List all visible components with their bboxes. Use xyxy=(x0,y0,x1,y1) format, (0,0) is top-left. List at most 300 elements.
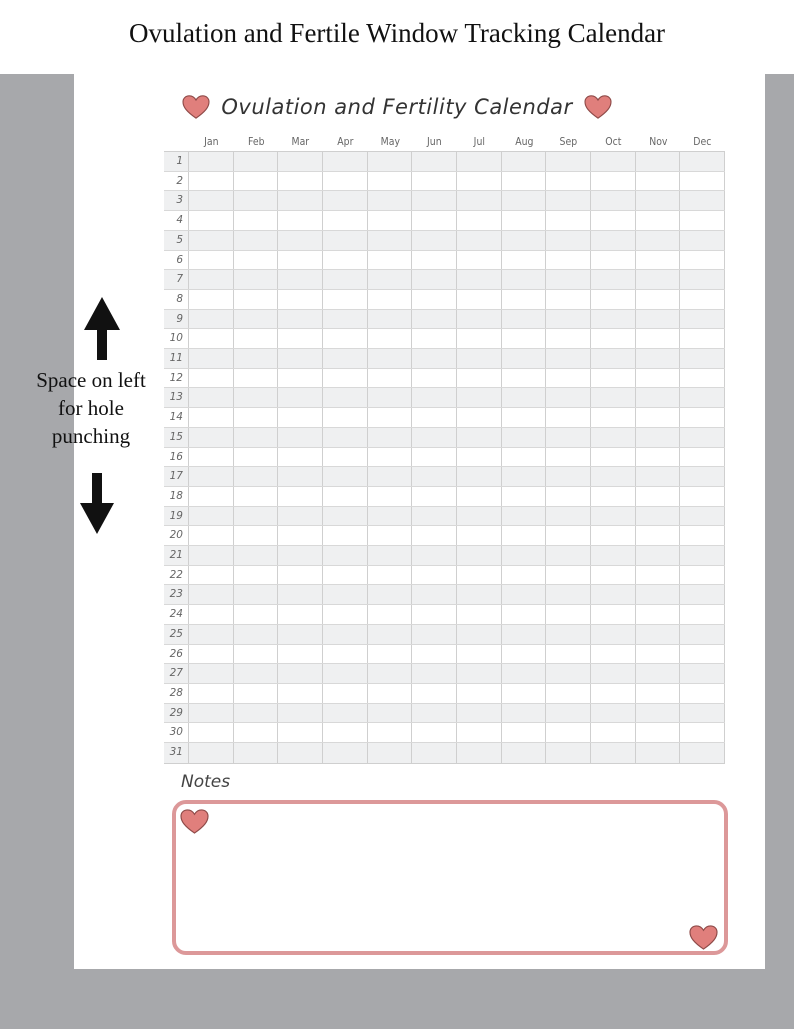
day-cell-apr[interactable] xyxy=(323,605,368,624)
day-cell-dec[interactable] xyxy=(680,664,725,683)
day-cell-mar[interactable] xyxy=(278,546,323,565)
day-cell-jul[interactable] xyxy=(457,408,502,427)
day-cell-dec[interactable] xyxy=(680,231,725,250)
day-cell-nov[interactable] xyxy=(636,546,681,565)
day-cell-aug[interactable] xyxy=(502,251,547,270)
day-cell-feb[interactable] xyxy=(234,645,279,664)
day-cell-dec[interactable] xyxy=(680,546,725,565)
day-cell-dec[interactable] xyxy=(680,270,725,289)
day-cell-feb[interactable] xyxy=(234,270,279,289)
day-cell-oct[interactable] xyxy=(591,310,636,329)
day-cell-nov[interactable] xyxy=(636,270,681,289)
day-cell-jul[interactable] xyxy=(457,310,502,329)
day-cell-jun[interactable] xyxy=(412,684,457,703)
day-cell-aug[interactable] xyxy=(502,743,547,763)
day-cell-oct[interactable] xyxy=(591,723,636,742)
day-cell-nov[interactable] xyxy=(636,645,681,664)
day-cell-nov[interactable] xyxy=(636,211,681,230)
day-cell-sep[interactable] xyxy=(546,231,591,250)
day-cell-sep[interactable] xyxy=(546,349,591,368)
day-cell-feb[interactable] xyxy=(234,369,279,388)
day-cell-aug[interactable] xyxy=(502,704,547,723)
day-cell-may[interactable] xyxy=(368,605,413,624)
day-cell-dec[interactable] xyxy=(680,329,725,348)
day-cell-mar[interactable] xyxy=(278,329,323,348)
day-cell-feb[interactable] xyxy=(234,251,279,270)
day-cell-jun[interactable] xyxy=(412,270,457,289)
day-cell-feb[interactable] xyxy=(234,290,279,309)
day-cell-oct[interactable] xyxy=(591,329,636,348)
day-cell-oct[interactable] xyxy=(591,251,636,270)
day-cell-mar[interactable] xyxy=(278,507,323,526)
day-cell-dec[interactable] xyxy=(680,605,725,624)
day-cell-jan[interactable] xyxy=(189,723,234,742)
day-cell-sep[interactable] xyxy=(546,270,591,289)
day-cell-jul[interactable] xyxy=(457,290,502,309)
day-cell-mar[interactable] xyxy=(278,448,323,467)
day-cell-dec[interactable] xyxy=(680,467,725,486)
day-cell-sep[interactable] xyxy=(546,605,591,624)
day-cell-jun[interactable] xyxy=(412,507,457,526)
day-cell-may[interactable] xyxy=(368,388,413,407)
day-cell-sep[interactable] xyxy=(546,191,591,210)
day-cell-aug[interactable] xyxy=(502,388,547,407)
day-cell-jun[interactable] xyxy=(412,625,457,644)
day-cell-sep[interactable] xyxy=(546,251,591,270)
day-cell-jan[interactable] xyxy=(189,487,234,506)
day-cell-feb[interactable] xyxy=(234,231,279,250)
day-cell-sep[interactable] xyxy=(546,645,591,664)
day-cell-jun[interactable] xyxy=(412,329,457,348)
day-cell-may[interactable] xyxy=(368,211,413,230)
day-cell-nov[interactable] xyxy=(636,664,681,683)
day-cell-jan[interactable] xyxy=(189,290,234,309)
day-cell-feb[interactable] xyxy=(234,487,279,506)
day-cell-jan[interactable] xyxy=(189,388,234,407)
day-cell-apr[interactable] xyxy=(323,585,368,604)
day-cell-mar[interactable] xyxy=(278,231,323,250)
day-cell-dec[interactable] xyxy=(680,625,725,644)
day-cell-apr[interactable] xyxy=(323,388,368,407)
day-cell-jul[interactable] xyxy=(457,664,502,683)
day-cell-jul[interactable] xyxy=(457,487,502,506)
day-cell-sep[interactable] xyxy=(546,211,591,230)
day-cell-apr[interactable] xyxy=(323,467,368,486)
day-cell-apr[interactable] xyxy=(323,270,368,289)
day-cell-jan[interactable] xyxy=(189,172,234,191)
day-cell-apr[interactable] xyxy=(323,428,368,447)
day-cell-oct[interactable] xyxy=(591,704,636,723)
day-cell-aug[interactable] xyxy=(502,664,547,683)
day-cell-aug[interactable] xyxy=(502,231,547,250)
day-cell-dec[interactable] xyxy=(680,704,725,723)
day-cell-feb[interactable] xyxy=(234,625,279,644)
day-cell-jun[interactable] xyxy=(412,448,457,467)
day-cell-mar[interactable] xyxy=(278,211,323,230)
day-cell-mar[interactable] xyxy=(278,152,323,171)
day-cell-mar[interactable] xyxy=(278,664,323,683)
day-cell-nov[interactable] xyxy=(636,743,681,763)
day-cell-jan[interactable] xyxy=(189,251,234,270)
day-cell-nov[interactable] xyxy=(636,448,681,467)
day-cell-jul[interactable] xyxy=(457,625,502,644)
day-cell-apr[interactable] xyxy=(323,743,368,763)
day-cell-feb[interactable] xyxy=(234,329,279,348)
day-cell-mar[interactable] xyxy=(278,428,323,447)
day-cell-jun[interactable] xyxy=(412,566,457,585)
day-cell-apr[interactable] xyxy=(323,251,368,270)
day-cell-jan[interactable] xyxy=(189,507,234,526)
day-cell-dec[interactable] xyxy=(680,507,725,526)
day-cell-jan[interactable] xyxy=(189,467,234,486)
day-cell-apr[interactable] xyxy=(323,408,368,427)
day-cell-may[interactable] xyxy=(368,349,413,368)
day-cell-mar[interactable] xyxy=(278,743,323,763)
day-cell-jan[interactable] xyxy=(189,270,234,289)
day-cell-feb[interactable] xyxy=(234,349,279,368)
day-cell-jan[interactable] xyxy=(189,329,234,348)
day-cell-oct[interactable] xyxy=(591,605,636,624)
day-cell-jul[interactable] xyxy=(457,566,502,585)
day-cell-nov[interactable] xyxy=(636,507,681,526)
day-cell-feb[interactable] xyxy=(234,526,279,545)
day-cell-sep[interactable] xyxy=(546,566,591,585)
day-cell-nov[interactable] xyxy=(636,723,681,742)
day-cell-jun[interactable] xyxy=(412,585,457,604)
day-cell-mar[interactable] xyxy=(278,251,323,270)
day-cell-feb[interactable] xyxy=(234,664,279,683)
day-cell-apr[interactable] xyxy=(323,625,368,644)
day-cell-may[interactable] xyxy=(368,704,413,723)
day-cell-nov[interactable] xyxy=(636,349,681,368)
day-cell-jul[interactable] xyxy=(457,270,502,289)
day-cell-apr[interactable] xyxy=(323,231,368,250)
day-cell-oct[interactable] xyxy=(591,172,636,191)
day-cell-jul[interactable] xyxy=(457,152,502,171)
day-cell-jan[interactable] xyxy=(189,448,234,467)
day-cell-nov[interactable] xyxy=(636,467,681,486)
day-cell-feb[interactable] xyxy=(234,211,279,230)
day-cell-dec[interactable] xyxy=(680,211,725,230)
day-cell-nov[interactable] xyxy=(636,388,681,407)
day-cell-aug[interactable] xyxy=(502,467,547,486)
day-cell-may[interactable] xyxy=(368,369,413,388)
day-cell-apr[interactable] xyxy=(323,684,368,703)
day-cell-jun[interactable] xyxy=(412,704,457,723)
day-cell-dec[interactable] xyxy=(680,251,725,270)
day-cell-dec[interactable] xyxy=(680,723,725,742)
day-cell-may[interactable] xyxy=(368,290,413,309)
day-cell-nov[interactable] xyxy=(636,487,681,506)
day-cell-jul[interactable] xyxy=(457,723,502,742)
day-cell-nov[interactable] xyxy=(636,408,681,427)
day-cell-sep[interactable] xyxy=(546,369,591,388)
day-cell-jul[interactable] xyxy=(457,231,502,250)
day-cell-jun[interactable] xyxy=(412,428,457,447)
day-cell-dec[interactable] xyxy=(680,310,725,329)
day-cell-aug[interactable] xyxy=(502,448,547,467)
day-cell-mar[interactable] xyxy=(278,408,323,427)
day-cell-aug[interactable] xyxy=(502,723,547,742)
day-cell-sep[interactable] xyxy=(546,585,591,604)
day-cell-jan[interactable] xyxy=(189,664,234,683)
day-cell-jul[interactable] xyxy=(457,369,502,388)
day-cell-may[interactable] xyxy=(368,448,413,467)
day-cell-nov[interactable] xyxy=(636,704,681,723)
day-cell-aug[interactable] xyxy=(502,349,547,368)
day-cell-aug[interactable] xyxy=(502,507,547,526)
day-cell-mar[interactable] xyxy=(278,388,323,407)
day-cell-may[interactable] xyxy=(368,467,413,486)
day-cell-jul[interactable] xyxy=(457,428,502,447)
day-cell-aug[interactable] xyxy=(502,270,547,289)
day-cell-oct[interactable] xyxy=(591,369,636,388)
day-cell-mar[interactable] xyxy=(278,172,323,191)
day-cell-nov[interactable] xyxy=(636,428,681,447)
day-cell-oct[interactable] xyxy=(591,270,636,289)
day-cell-aug[interactable] xyxy=(502,684,547,703)
day-cell-oct[interactable] xyxy=(591,152,636,171)
day-cell-sep[interactable] xyxy=(546,507,591,526)
day-cell-feb[interactable] xyxy=(234,310,279,329)
day-cell-jul[interactable] xyxy=(457,526,502,545)
day-cell-may[interactable] xyxy=(368,251,413,270)
day-cell-jan[interactable] xyxy=(189,408,234,427)
day-cell-dec[interactable] xyxy=(680,487,725,506)
day-cell-oct[interactable] xyxy=(591,448,636,467)
day-cell-apr[interactable] xyxy=(323,448,368,467)
day-cell-jul[interactable] xyxy=(457,704,502,723)
day-cell-apr[interactable] xyxy=(323,723,368,742)
day-cell-jun[interactable] xyxy=(412,310,457,329)
day-cell-nov[interactable] xyxy=(636,329,681,348)
day-cell-sep[interactable] xyxy=(546,487,591,506)
day-cell-jun[interactable] xyxy=(412,211,457,230)
day-cell-may[interactable] xyxy=(368,684,413,703)
day-cell-aug[interactable] xyxy=(502,211,547,230)
day-cell-oct[interactable] xyxy=(591,467,636,486)
day-cell-aug[interactable] xyxy=(502,329,547,348)
day-cell-mar[interactable] xyxy=(278,526,323,545)
day-cell-jul[interactable] xyxy=(457,585,502,604)
day-cell-feb[interactable] xyxy=(234,408,279,427)
day-cell-sep[interactable] xyxy=(546,329,591,348)
day-cell-aug[interactable] xyxy=(502,310,547,329)
day-cell-may[interactable] xyxy=(368,526,413,545)
day-cell-dec[interactable] xyxy=(680,172,725,191)
day-cell-apr[interactable] xyxy=(323,487,368,506)
day-cell-feb[interactable] xyxy=(234,585,279,604)
day-cell-jan[interactable] xyxy=(189,743,234,763)
day-cell-feb[interactable] xyxy=(234,546,279,565)
day-cell-oct[interactable] xyxy=(591,743,636,763)
day-cell-aug[interactable] xyxy=(502,172,547,191)
day-cell-sep[interactable] xyxy=(546,290,591,309)
day-cell-dec[interactable] xyxy=(680,349,725,368)
day-cell-may[interactable] xyxy=(368,191,413,210)
day-cell-jul[interactable] xyxy=(457,251,502,270)
day-cell-sep[interactable] xyxy=(546,625,591,644)
day-cell-mar[interactable] xyxy=(278,487,323,506)
day-cell-apr[interactable] xyxy=(323,526,368,545)
day-cell-feb[interactable] xyxy=(234,507,279,526)
day-cell-aug[interactable] xyxy=(502,526,547,545)
day-cell-aug[interactable] xyxy=(502,408,547,427)
day-cell-dec[interactable] xyxy=(680,191,725,210)
day-cell-may[interactable] xyxy=(368,487,413,506)
day-cell-mar[interactable] xyxy=(278,625,323,644)
day-cell-jul[interactable] xyxy=(457,349,502,368)
day-cell-aug[interactable] xyxy=(502,152,547,171)
day-cell-jul[interactable] xyxy=(457,191,502,210)
day-cell-jan[interactable] xyxy=(189,605,234,624)
day-cell-jan[interactable] xyxy=(189,546,234,565)
day-cell-apr[interactable] xyxy=(323,152,368,171)
day-cell-feb[interactable] xyxy=(234,684,279,703)
day-cell-jun[interactable] xyxy=(412,172,457,191)
day-cell-jun[interactable] xyxy=(412,191,457,210)
day-cell-sep[interactable] xyxy=(546,408,591,427)
notes-box[interactable] xyxy=(172,800,728,955)
day-cell-mar[interactable] xyxy=(278,349,323,368)
day-cell-apr[interactable] xyxy=(323,369,368,388)
day-cell-nov[interactable] xyxy=(636,369,681,388)
day-cell-jun[interactable] xyxy=(412,546,457,565)
day-cell-dec[interactable] xyxy=(680,290,725,309)
day-cell-nov[interactable] xyxy=(636,172,681,191)
day-cell-sep[interactable] xyxy=(546,546,591,565)
day-cell-jun[interactable] xyxy=(412,664,457,683)
day-cell-sep[interactable] xyxy=(546,467,591,486)
day-cell-dec[interactable] xyxy=(680,152,725,171)
day-cell-jul[interactable] xyxy=(457,467,502,486)
day-cell-mar[interactable] xyxy=(278,191,323,210)
day-cell-may[interactable] xyxy=(368,625,413,644)
day-cell-apr[interactable] xyxy=(323,566,368,585)
day-cell-feb[interactable] xyxy=(234,448,279,467)
day-cell-oct[interactable] xyxy=(591,349,636,368)
day-cell-jun[interactable] xyxy=(412,231,457,250)
day-cell-oct[interactable] xyxy=(591,625,636,644)
day-cell-oct[interactable] xyxy=(591,664,636,683)
day-cell-mar[interactable] xyxy=(278,310,323,329)
day-cell-mar[interactable] xyxy=(278,585,323,604)
day-cell-may[interactable] xyxy=(368,507,413,526)
day-cell-jan[interactable] xyxy=(189,349,234,368)
day-cell-apr[interactable] xyxy=(323,507,368,526)
day-cell-oct[interactable] xyxy=(591,645,636,664)
day-cell-sep[interactable] xyxy=(546,310,591,329)
day-cell-oct[interactable] xyxy=(591,585,636,604)
day-cell-jul[interactable] xyxy=(457,684,502,703)
day-cell-feb[interactable] xyxy=(234,191,279,210)
day-cell-aug[interactable] xyxy=(502,369,547,388)
day-cell-may[interactable] xyxy=(368,743,413,763)
day-cell-may[interactable] xyxy=(368,664,413,683)
day-cell-jan[interactable] xyxy=(189,310,234,329)
day-cell-sep[interactable] xyxy=(546,664,591,683)
day-cell-feb[interactable] xyxy=(234,388,279,407)
day-cell-sep[interactable] xyxy=(546,704,591,723)
day-cell-jun[interactable] xyxy=(412,152,457,171)
day-cell-jul[interactable] xyxy=(457,605,502,624)
day-cell-apr[interactable] xyxy=(323,172,368,191)
day-cell-feb[interactable] xyxy=(234,172,279,191)
day-cell-apr[interactable] xyxy=(323,645,368,664)
day-cell-aug[interactable] xyxy=(502,546,547,565)
day-cell-dec[interactable] xyxy=(680,585,725,604)
day-cell-apr[interactable] xyxy=(323,546,368,565)
day-cell-may[interactable] xyxy=(368,231,413,250)
day-cell-jun[interactable] xyxy=(412,526,457,545)
day-cell-sep[interactable] xyxy=(546,723,591,742)
day-cell-nov[interactable] xyxy=(636,566,681,585)
day-cell-feb[interactable] xyxy=(234,743,279,763)
day-cell-mar[interactable] xyxy=(278,704,323,723)
day-cell-mar[interactable] xyxy=(278,723,323,742)
day-cell-may[interactable] xyxy=(368,585,413,604)
day-cell-nov[interactable] xyxy=(636,526,681,545)
day-cell-aug[interactable] xyxy=(502,566,547,585)
day-cell-nov[interactable] xyxy=(636,191,681,210)
day-cell-jun[interactable] xyxy=(412,605,457,624)
day-cell-dec[interactable] xyxy=(680,408,725,427)
day-cell-aug[interactable] xyxy=(502,290,547,309)
day-cell-sep[interactable] xyxy=(546,448,591,467)
day-cell-may[interactable] xyxy=(368,428,413,447)
day-cell-oct[interactable] xyxy=(591,191,636,210)
day-cell-oct[interactable] xyxy=(591,487,636,506)
day-cell-nov[interactable] xyxy=(636,251,681,270)
day-cell-mar[interactable] xyxy=(278,270,323,289)
day-cell-jan[interactable] xyxy=(189,428,234,447)
day-cell-jan[interactable] xyxy=(189,684,234,703)
day-cell-oct[interactable] xyxy=(591,684,636,703)
day-cell-jan[interactable] xyxy=(189,585,234,604)
day-cell-jun[interactable] xyxy=(412,743,457,763)
day-cell-oct[interactable] xyxy=(591,231,636,250)
day-cell-mar[interactable] xyxy=(278,369,323,388)
day-cell-dec[interactable] xyxy=(680,645,725,664)
day-cell-nov[interactable] xyxy=(636,684,681,703)
day-cell-jan[interactable] xyxy=(189,191,234,210)
day-cell-jun[interactable] xyxy=(412,388,457,407)
day-cell-jan[interactable] xyxy=(189,625,234,644)
day-cell-jun[interactable] xyxy=(412,408,457,427)
day-cell-apr[interactable] xyxy=(323,290,368,309)
day-cell-jan[interactable] xyxy=(189,231,234,250)
day-cell-jun[interactable] xyxy=(412,723,457,742)
day-cell-feb[interactable] xyxy=(234,467,279,486)
day-cell-may[interactable] xyxy=(368,152,413,171)
day-cell-oct[interactable] xyxy=(591,408,636,427)
day-cell-jun[interactable] xyxy=(412,349,457,368)
day-cell-jan[interactable] xyxy=(189,645,234,664)
day-cell-dec[interactable] xyxy=(680,428,725,447)
day-cell-feb[interactable] xyxy=(234,723,279,742)
day-cell-jul[interactable] xyxy=(457,329,502,348)
day-cell-feb[interactable] xyxy=(234,428,279,447)
day-cell-sep[interactable] xyxy=(546,743,591,763)
day-cell-may[interactable] xyxy=(368,723,413,742)
day-cell-jul[interactable] xyxy=(457,388,502,407)
day-cell-jun[interactable] xyxy=(412,487,457,506)
day-cell-nov[interactable] xyxy=(636,290,681,309)
day-cell-jan[interactable] xyxy=(189,704,234,723)
day-cell-jul[interactable] xyxy=(457,211,502,230)
day-cell-jun[interactable] xyxy=(412,251,457,270)
day-cell-jan[interactable] xyxy=(189,369,234,388)
